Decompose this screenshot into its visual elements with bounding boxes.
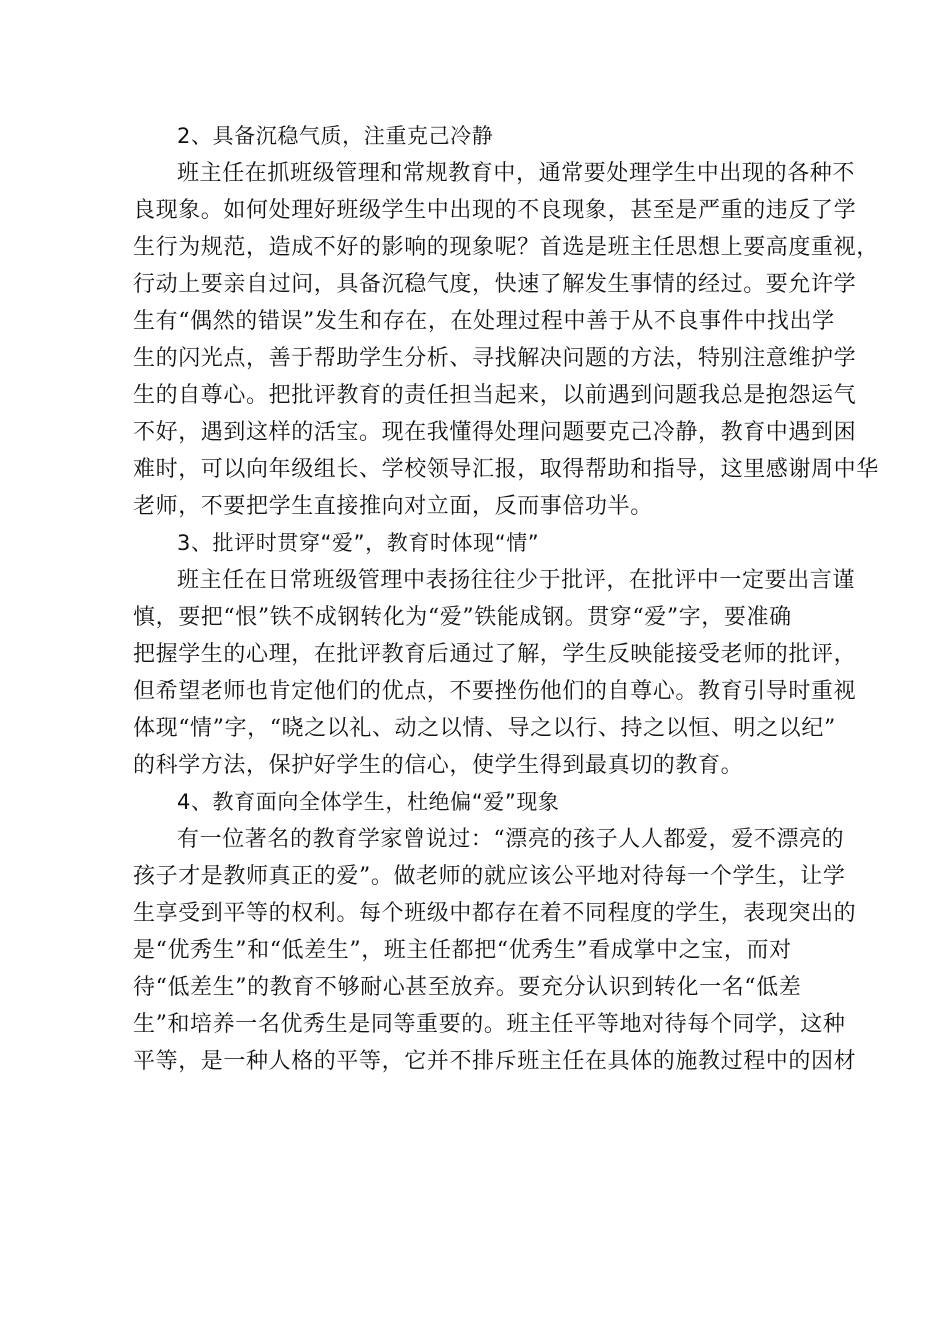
paragraph-line: 体现“情”字，“晓之以礼、动之以情、导之以行、持之以恒、明之以纪” bbox=[133, 716, 836, 741]
paragraph-line: 老师，不要把学生直接推向对立面，反而事倍功半。 bbox=[133, 494, 653, 519]
paragraph-line: 平等，是一种人格的平等，它并不排斥班主任在具体的施教过程中的因材 bbox=[133, 1049, 857, 1074]
paragraph-line: 生”和培养一名优秀生是同等重要的。班主任平等地对待每个同学，这种 bbox=[133, 1012, 846, 1037]
section-heading: 4、教育面向全体学生，杜绝偏“爱”现象 bbox=[177, 790, 560, 814]
paragraph-line: 的科学方法，保护好学生的信心，使学生得到最真切的教育。 bbox=[133, 753, 744, 778]
paragraph-line: 行动上要亲自过问，具备沉稳气度，快速了解发生事情的经过。要允许学 bbox=[133, 272, 857, 297]
paragraph-line: 生享受到平等的权利。每个班级中都存在着不同程度的学生，表现突出的 bbox=[133, 901, 857, 926]
paragraph-line: 把握学生的心理，在批评教育后通过了解，学生反映能接受老师的批评， bbox=[133, 642, 857, 667]
paragraph-line: 良现象。如何处理好班级学生中出现的不良现象，甚至是严重的违反了学 bbox=[133, 198, 857, 223]
paragraph-line: 待“低差生”的教育不够耐心甚至放弃。要充分认识到转化一名“低差 bbox=[133, 975, 802, 1000]
section-heading: 2、具备沉稳气质，注重克己冷静 bbox=[177, 124, 494, 148]
paragraph-line: 生行为规范，造成不好的影响的现象呢？首选是班主任思想上要高度重视， bbox=[133, 235, 879, 260]
paragraph-line: 难时，可以向年级组长、学校领导汇报，取得帮助和指导，这里感谢周中华 bbox=[133, 457, 879, 482]
paragraph-line: 生有“偶然的错误”发生和存在，在处理过程中善于从不良事件中找出学 bbox=[133, 309, 835, 334]
paragraph-line: 不好，遇到这样的活宝。现在我懂得处理问题要克己冷静，教育中遇到困 bbox=[133, 420, 857, 445]
paragraph-line: 但希望老师也肯定他们的优点，不要挫伤他们的自尊心。教育引导时重视 bbox=[133, 679, 857, 704]
paragraph-line: 有一位著名的教育学家曾说过：“漂亮的孩子人人都爱，爱不漂亮的 bbox=[177, 827, 845, 852]
section-heading: 3、批评时贯穿“爱”，教育时体现“情” bbox=[177, 531, 540, 555]
paragraph-line: 班主任在抓班级管理和常规教育中，通常要处理学生中出现的各种不 bbox=[177, 161, 856, 186]
paragraph-line: 生的自尊心。把批评教育的责任担当起来，以前遇到问题我总是抱怨运气 bbox=[133, 383, 857, 408]
paragraph-line: 生的闪光点，善于帮助学生分析、寻找解决问题的方法，特别注意维护学 bbox=[133, 346, 857, 371]
document-body bbox=[133, 118, 879, 1080]
paragraph-line: 班主任在日常班级管理中表扬往往少于批评，在批评中一定要出言谨 bbox=[177, 568, 856, 593]
paragraph-line: 慎，要把“恨”铁不成钢转化为“爱”铁能成钢。贯穿“爱”字，要准确 bbox=[133, 605, 792, 630]
paragraph-line: 孩子才是教师真正的爱”。做老师的就应该公平地对待每一个学生，让学 bbox=[133, 864, 846, 889]
paragraph-line: 是“优秀生”和“低差生”，班主任都把“优秀生”看成掌中之宝，而对 bbox=[133, 938, 792, 963]
